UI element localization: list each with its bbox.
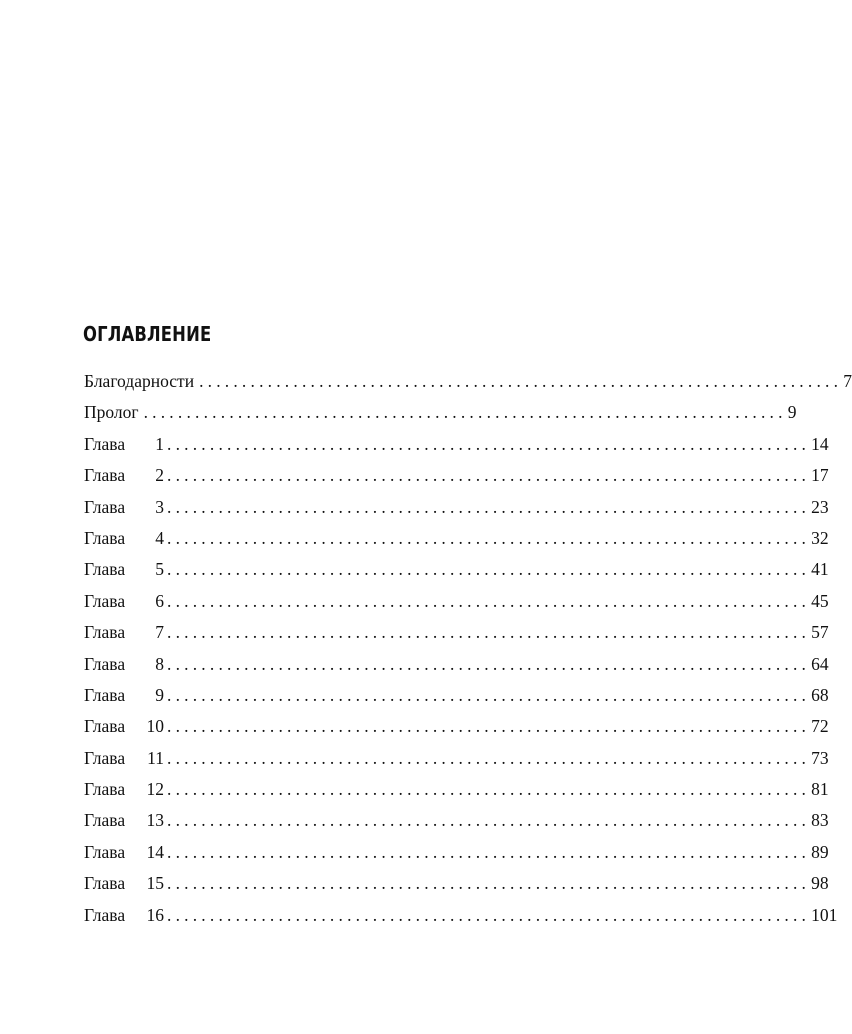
- chapter-word: Глава: [84, 622, 126, 643]
- entry-page-number: 89: [811, 841, 829, 862]
- chapter-number: 6: [155, 590, 164, 611]
- chapter-number: 2: [155, 465, 164, 486]
- dot-leader: ...........................................................................: [167, 779, 811, 800]
- dot-leader: ...........................................................................: [167, 841, 811, 862]
- chapter-word: Глава: [84, 465, 126, 486]
- entry-label: [84, 837, 166, 868]
- chapter-number: 11: [147, 747, 164, 768]
- toc-entry-prologue[interactable]: [84, 397, 797, 428]
- toc-entry-chapter-6[interactable]: [84, 586, 829, 617]
- table-of-contents: [84, 366, 852, 931]
- chapter-word: Глава: [84, 433, 126, 454]
- entry-label: [84, 586, 166, 617]
- entry-page-number: 83: [811, 810, 829, 831]
- entry-page-number: 45: [811, 590, 829, 611]
- toc-entry-chapter-12[interactable]: [84, 774, 829, 805]
- dot-leader: ...........................................................................: [167, 904, 811, 925]
- chapter-number: 12: [146, 779, 164, 800]
- dot-leader: ...........................................................................: [167, 465, 811, 486]
- chapter-word: Глава: [84, 527, 126, 548]
- entry-page-number: 23: [811, 496, 829, 517]
- chapter-number: 3: [155, 496, 164, 517]
- page-title: ОГЛАВЛЕНИЕ: [83, 322, 212, 346]
- chapter-number: 8: [155, 653, 164, 674]
- dot-leader: ...........................................................................: [167, 622, 811, 643]
- entry-page-number: 9: [787, 402, 797, 423]
- toc-entry-chapter-16[interactable]: [84, 900, 838, 931]
- toc-entry-chapter-9[interactable]: [84, 680, 829, 711]
- entry-label: [84, 523, 166, 554]
- entry-page-number: 81: [811, 779, 829, 800]
- entry-page-number: 64: [811, 653, 829, 674]
- entry-page-number: 101: [811, 904, 838, 925]
- dot-leader: ...........................................................................: [167, 716, 811, 737]
- dot-leader: ...........................................................................: [167, 810, 811, 831]
- entry-page-number: 98: [811, 873, 829, 894]
- entry-page-number: 73: [811, 747, 829, 768]
- toc-entry-chapter-3[interactable]: [84, 492, 829, 523]
- entry-label: Благодарности: [84, 371, 195, 391]
- entry-label: [84, 554, 166, 585]
- entry-label: [84, 429, 166, 460]
- dot-leader: ...........................................................................: [167, 590, 811, 611]
- dot-leader: ...........................................................................: [167, 653, 811, 674]
- entry-label: [84, 900, 166, 931]
- chapter-number: 1: [155, 433, 164, 454]
- toc-entry-chapter-5[interactable]: [84, 554, 829, 585]
- entry-page-number: 32: [811, 527, 829, 548]
- toc-entry-chapter-10[interactable]: [84, 711, 829, 742]
- dot-leader: ...........................................................................: [167, 433, 811, 454]
- chapter-word: Глава: [84, 590, 126, 611]
- dot-leader: ...........................................................................: [167, 496, 811, 517]
- chapter-number: 14: [146, 841, 164, 862]
- dot-leader: ...........................................................................: [143, 402, 787, 423]
- chapter-number: 13: [146, 810, 164, 831]
- chapter-word: Глава: [84, 653, 126, 674]
- entry-label: [84, 868, 166, 899]
- dot-leader: ...........................................................................: [199, 371, 843, 391]
- entry-label: [84, 492, 166, 523]
- toc-entry-chapter-2[interactable]: [84, 460, 829, 491]
- dot-leader: ...........................................................................: [167, 559, 811, 580]
- chapter-number: 16: [146, 904, 164, 925]
- chapter-word: Глава: [84, 841, 126, 862]
- chapter-word: Глава: [84, 810, 126, 831]
- chapter-word: Глава: [84, 779, 126, 800]
- entry-label: [84, 617, 166, 648]
- entry-page-number: 7: [843, 371, 852, 391]
- chapter-number: 4: [155, 527, 164, 548]
- entry-label: [84, 460, 166, 491]
- entry-label: [84, 711, 166, 742]
- entry-label: [84, 774, 166, 805]
- chapter-number: 9: [155, 684, 164, 705]
- entry-page-number: 14: [811, 433, 829, 454]
- chapter-number: 7: [155, 622, 164, 643]
- chapter-word: Глава: [84, 747, 126, 768]
- entry-page-number: 17: [811, 465, 829, 486]
- toc-entry-acknowledgements[interactable]: [84, 366, 852, 397]
- dot-leader: ...........................................................................: [167, 527, 811, 548]
- toc-entry-chapter-15[interactable]: [84, 868, 829, 899]
- entry-page-number: 72: [811, 716, 829, 737]
- toc-entry-chapter-1[interactable]: [84, 429, 829, 460]
- entry-label: [84, 680, 166, 711]
- entry-label: [84, 649, 166, 680]
- entry-page-number: 57: [811, 622, 829, 643]
- entry-label: [84, 743, 166, 774]
- chapter-number: 15: [146, 873, 164, 894]
- chapter-word: Глава: [84, 873, 126, 894]
- entry-label: [84, 805, 166, 836]
- toc-entry-chapter-4[interactable]: [84, 523, 829, 554]
- toc-entry-chapter-8[interactable]: [84, 649, 829, 680]
- chapter-word: Глава: [84, 496, 126, 517]
- chapter-number: 10: [146, 716, 164, 737]
- toc-entry-chapter-14[interactable]: [84, 837, 829, 868]
- toc-entry-chapter-11[interactable]: [84, 743, 829, 774]
- entry-page-number: 68: [811, 684, 829, 705]
- chapter-word: Глава: [84, 904, 126, 925]
- chapter-number: 5: [155, 559, 164, 580]
- chapter-word: Глава: [84, 559, 126, 580]
- dot-leader: ...........................................................................: [167, 873, 811, 894]
- chapter-word: Глава: [84, 716, 126, 737]
- entry-label: Пролог: [84, 402, 139, 423]
- chapter-word: Глава: [84, 684, 126, 705]
- toc-entry-chapter-13[interactable]: [84, 805, 829, 836]
- dot-leader: ...........................................................................: [167, 747, 811, 768]
- entry-page-number: 41: [811, 559, 829, 580]
- dot-leader: ...........................................................................: [167, 684, 811, 705]
- toc-entry-chapter-7[interactable]: [84, 617, 829, 648]
